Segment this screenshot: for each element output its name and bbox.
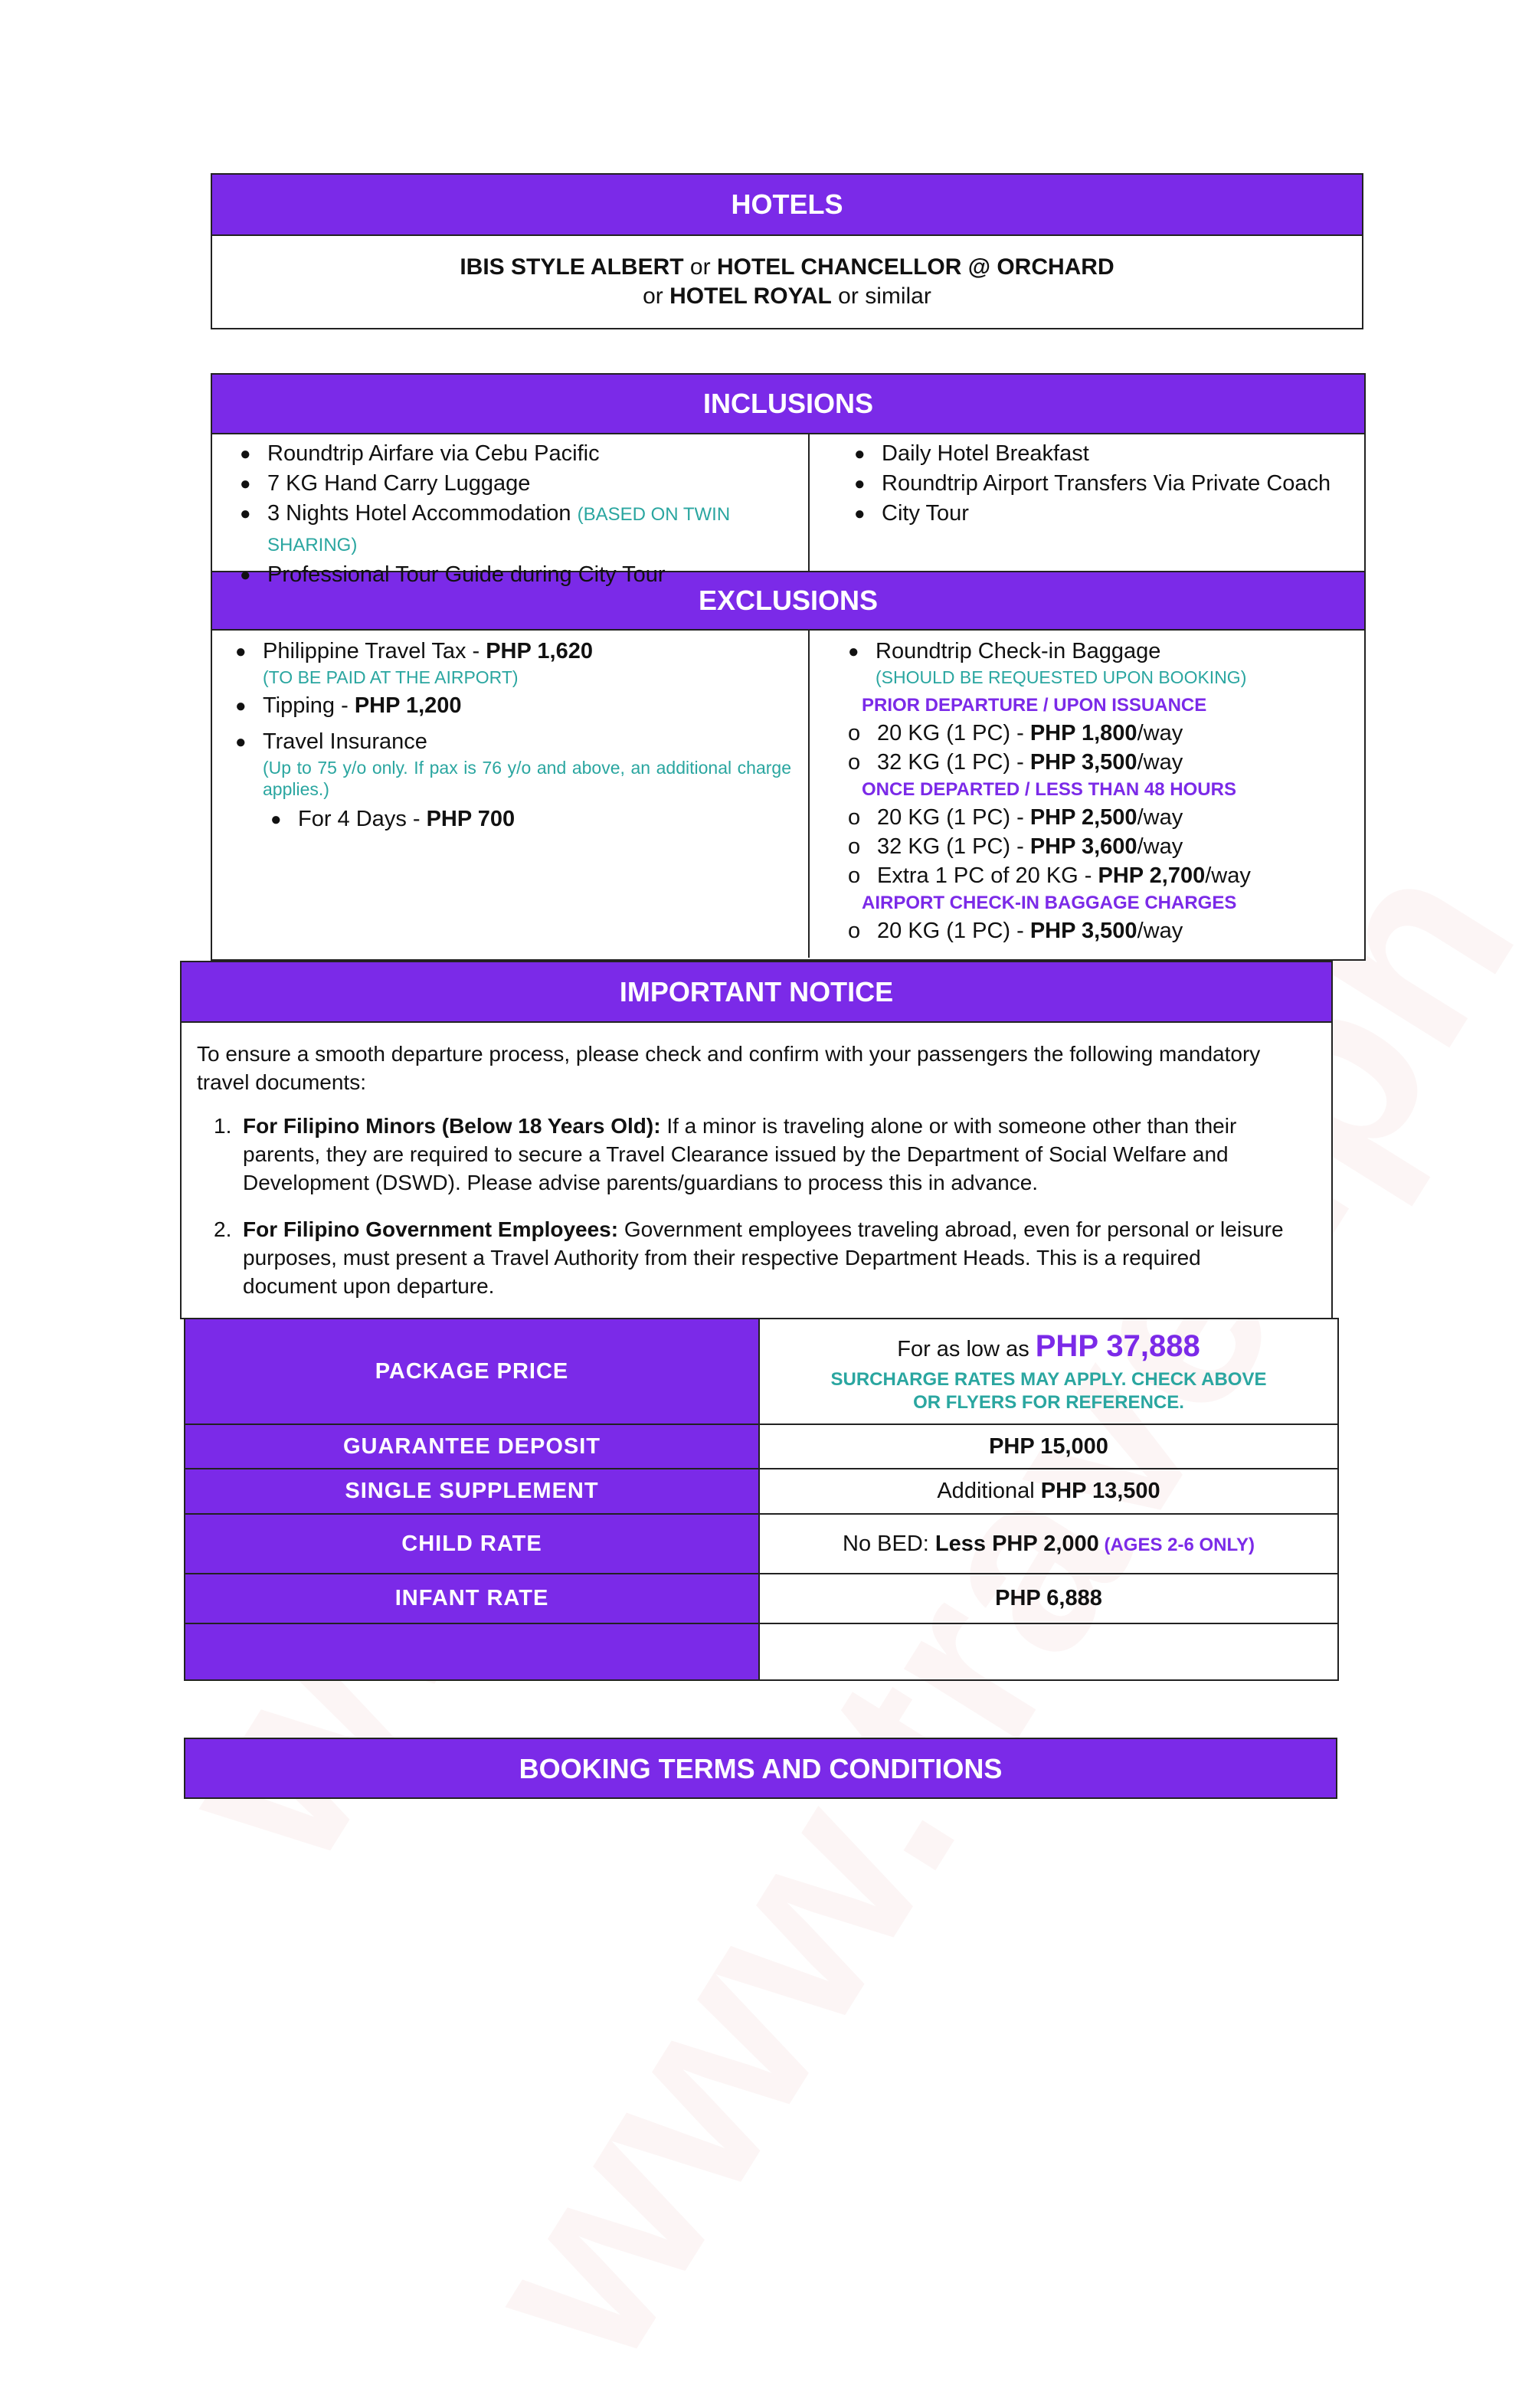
list-item: ● Roundtrip Check-in Baggage (SHOULD BE REQUESTED UPON BOOKING) [842, 637, 1364, 688]
hotel-similar-text: or similar [831, 283, 931, 309]
notice-item: 1. For Filipino Minors (Below 18 Years Old): If a minor is traveling alone or with someone other than their parents, they are required to secure a Travel Clearance issued by the Department of Social Welfare and Development (DSWD). Please advise parents/guardians to process this in advance. [214, 1114, 1237, 1194]
package-price-value: PHP 37,888 [1035, 1328, 1200, 1363]
list-item: ● 7 KG Hand Carry Luggage [234, 469, 808, 499]
notice-intro: To ensure a smooth departure process, please check and confirm with your passengers the following mandatory travel documents: [197, 1042, 1261, 1094]
list-item: ● Professional Tour Guide during City Tour [234, 560, 808, 590]
child-rate-label: CHILD RATE [185, 1514, 759, 1574]
inclusions-exclusions-section [211, 373, 1366, 961]
inclusions-right-list [848, 439, 1364, 529]
table-row [185, 1319, 1338, 1424]
list-item: ● Daily Hotel Breakfast [848, 439, 1364, 469]
baggage-option: o 20 KG (1 PC) - PHP 3,500/way [842, 916, 1364, 945]
infant-rate-value: PHP 6,888 [759, 1574, 1338, 1623]
table-row [185, 1469, 1338, 1514]
inclusions-header [212, 375, 1364, 434]
notice-title: IMPORTANT NOTICE [619, 976, 894, 1007]
baggage-option: o 20 KG (1 PC) - PHP 2,500/way [842, 803, 1364, 832]
hotels-header [212, 175, 1362, 236]
package-price-cell: For as low as PHP 37,888 SURCHARGE RATES MAY APPLY. CHECK ABOVE OR FLYERS FOR REFERENCE. [759, 1319, 1338, 1424]
baggage-option: o Extra 1 PC of 20 KG - PHP 2,700/way [842, 861, 1364, 890]
list-item: ● Tipping - PHP 1,200 [229, 691, 808, 721]
table-row [185, 1623, 1338, 1680]
inclusions-left-column [212, 434, 810, 587]
surcharge-note: SURCHARGE RATES MAY APPLY. CHECK ABOVE OR FLYERS FOR REFERENCE. [830, 1368, 1267, 1413]
table-row [185, 1424, 1338, 1469]
list-item: ● Roundtrip Airfare via Cebu Pacific [234, 439, 808, 469]
hotel-separator: or [643, 283, 670, 309]
booking-terms-header [184, 1738, 1337, 1799]
table-row [185, 1574, 1338, 1623]
pricing-table [184, 1318, 1339, 1681]
notice-header [182, 962, 1331, 1023]
baggage-option: o 32 KG (1 PC) - PHP 3,500/way [842, 748, 1364, 777]
package-price-label: PACKAGE PRICE [185, 1319, 759, 1424]
exclusions-title: EXCLUSIONS [698, 585, 879, 616]
baggage-category-once-departed: ONCE DEPARTED / LESS THAN 48 HOURS [862, 779, 1236, 800]
baggage-category-prior-departure: PRIOR DEPARTURE / UPON ISSUANCE [862, 695, 1207, 716]
hotel-name: IBIS STYLE ALBERT [460, 254, 684, 280]
baggage-option: o 20 KG (1 PC) - PHP 1,800/way [842, 719, 1364, 748]
child-rate-cell: No BED: Less PHP 2,000 (AGES 2-6 ONLY) [759, 1514, 1338, 1574]
inclusions-left-list [234, 439, 808, 590]
baggage-category-airport-checkin: AIRPORT CHECK-IN BAGGAGE CHARGES [862, 893, 1237, 913]
single-supplement-label: SINGLE SUPPLEMENT [185, 1469, 759, 1514]
single-supplement-cell: Additional PHP 13,500 [759, 1469, 1338, 1514]
hotels-body [212, 236, 1362, 311]
hotels-title: HOTELS [731, 188, 843, 220]
insurance-sub-item: ● For 4 Days - PHP 700 [270, 807, 516, 831]
booking-terms-title: BOOKING TERMS AND CONDITIONS [519, 1753, 1003, 1784]
hotels-line-2 [212, 282, 1362, 311]
guarantee-deposit-value: PHP 15,000 [759, 1424, 1338, 1469]
notice-body [182, 1023, 1331, 1300]
list-item: ● 3 Nights Hotel Accommodation (BASED ON TWIN SHARING) [234, 499, 808, 560]
notice-item: 2. For Filipino Government Employees: Government employees traveling abroad, even for personal or leisure purposes, must present a Travel Authority from their respective Department Heads. This is a required document upon departure. [214, 1217, 1284, 1298]
list-item: ● City Tour [848, 499, 1364, 529]
hotel-name: HOTEL CHANCELLOR @ ORCHARD [716, 254, 1114, 280]
table-row [185, 1514, 1338, 1574]
hotel-name: HOTEL ROYAL [669, 283, 832, 309]
inclusions-title: INCLUSIONS [702, 388, 873, 419]
travel-tax-note: (TO BE PAID AT THE AIRPORT) [263, 667, 519, 687]
exclusions-right-column [810, 631, 1364, 958]
exclusions-left-list [229, 637, 808, 834]
empty-label-cell [185, 1623, 759, 1680]
hotels-line-1 [212, 253, 1362, 282]
baggage-option: o 32 KG (1 PC) - PHP 3,600/way [842, 832, 1364, 861]
hotels-section [211, 173, 1363, 329]
exclusions-left-column [212, 631, 810, 958]
hotel-separator: or [683, 254, 717, 280]
list-item: ● Roundtrip Airport Transfers Via Private Coach [848, 469, 1364, 499]
inclusions-body [212, 434, 1364, 587]
insurance-note: (Up to 75 y/o only. If pax is 76 y/o and above, an additional charge applies.) [263, 758, 791, 799]
baggage-note: (SHOULD BE REQUESTED UPON BOOKING) [876, 667, 1247, 687]
guarantee-deposit-label: GUARANTEE DEPOSIT [185, 1424, 759, 1469]
inclusions-right-column [810, 434, 1364, 571]
list-item: ● Travel Insurance (Up to 75 y/o only. If pax is 76 y/o and above, an additional charge applies.) ● For 4 Days - PHP 700 [229, 727, 808, 834]
list-item: ● Philippine Travel Tax - PHP 1,620 (TO BE PAID AT THE AIRPORT) [229, 637, 808, 688]
empty-value-cell [759, 1623, 1338, 1680]
important-notice-section [180, 961, 1333, 1319]
exclusions-body [212, 631, 1364, 958]
twin-sharing-note: (BASED ON TWIN SHARING) [267, 504, 731, 555]
exclusions-right-list [842, 637, 1364, 688]
infant-rate-label: INFANT RATE [185, 1574, 759, 1623]
